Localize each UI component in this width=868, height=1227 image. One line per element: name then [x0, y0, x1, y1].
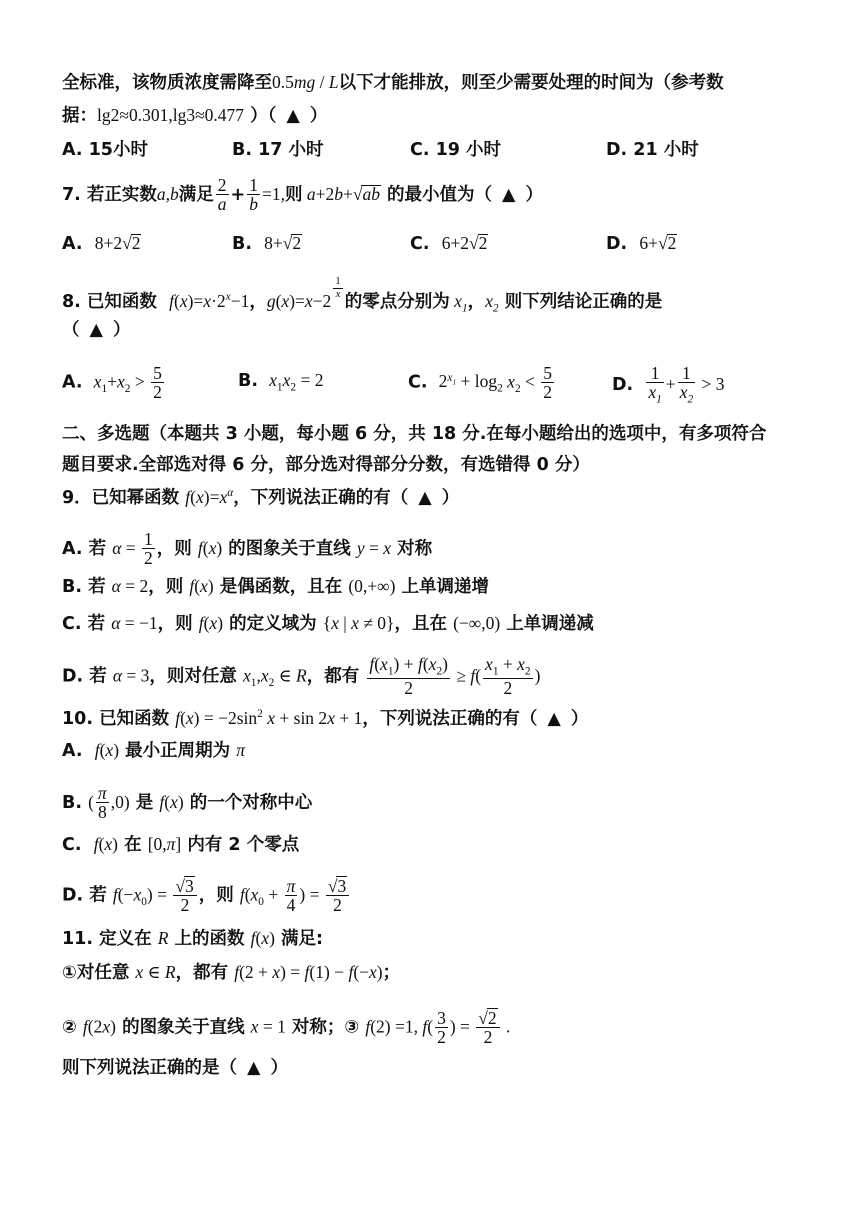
section2-title-line1: 二、多选题（本题共 3 小题，每小题 6 分，共 18 分.在每小题给出的选项中，有多项符合	[62, 424, 767, 444]
q6-line2: 据：lg2≈0.301,lg3≈0.477 ）（ ▲ ）	[62, 105, 328, 126]
q8-stem: 8. 已知函数 $f(x)=x\cdot 2^x-1$，g(x)=x−2 $\frac{1}{x}$ 的零点分别为 $x_1$，$x_2$ 则下列结论正确的是	[62, 275, 663, 315]
q8-stem-tail: （ ▲ ）	[62, 320, 131, 340]
q10-stem: 10. 已知函数 $f(x) = -2\sin^2$ x + sin 2x + 1，下列说法正确的有（ ▲ ）	[62, 707, 589, 729]
q7-option-c[interactable]: C. 6+2√2	[410, 233, 488, 254]
q6-option-a[interactable]: A. 15小时	[62, 140, 148, 160]
q7-stem: 7. 若正实数a,b满足 $\frac{2}{a}$ + $\frac{1}{b}$ =1,则 a+2b+√ab 的最小值为（ ▲ ）	[62, 175, 544, 215]
q10-option-b[interactable]: B. ( $\frac{\pi}{8}$ ,0) 是 f(x) 的一个对称中心	[62, 783, 313, 823]
q9-option-c[interactable]: C. 若 α = −1，则 f(x) 的定义域为 {x | x ≠ 0}，且在 (−∞,0) 上单调递减	[62, 613, 594, 634]
q10-option-a[interactable]: A. f(x) 最小正周期为 π	[62, 740, 245, 761]
q9-option-b[interactable]: B. 若 α = 2，则 f(x) 是偶函数，且在 (0,+∞) 上单调递增	[62, 576, 490, 597]
q11-ask: 则下列说法正确的是（ ▲ ）	[62, 1058, 288, 1078]
section2-title-line2: 题目要求.全部选对得 6 分，部分选对得部分分数，有选错得 0 分）	[62, 455, 590, 475]
q8-option-b[interactable]: B. $x_1x_2 = 2$	[238, 370, 324, 394]
q8-option-d[interactable]: D. $\frac{1}{x_1}$ + $\frac{1}{x_2}$ > 3	[612, 363, 725, 406]
q6-option-d[interactable]: D. 21 小时	[606, 140, 699, 160]
q11-stem: 11. 定义在 R 上的函数 f(x) 满足:	[62, 928, 323, 949]
q6-line1: 全标准，该物质浓度需降至0.5mg / L以下才能排放，则至少需要处理的时间为（参考数	[62, 72, 724, 93]
q11-condition-2-3: ② f(2x) 的图象关于直线 x = 1 对称；③ f(2) =1, f( $\frac{3}{2}$ ) = $\frac{√2}{2}$ .	[62, 1007, 511, 1048]
q9-stem: 9．已知幂函数 $f(x)=x^\alpha$，下列说法正确的有（ ▲ ）	[62, 486, 460, 508]
q7-option-b[interactable]: B. 8+√2	[232, 233, 302, 254]
q9-option-d[interactable]: D. 若 α = 3，则对任意 $x_1,x_2$ ∈ R，都有 $\frac{f(x_1) + f(x_2)}{2}$ ≥ f( $\frac{x_1 + x_2}{2}$ )	[62, 654, 541, 699]
q9-option-a[interactable]: A. 若 α = $\frac{1}{2}$ ，则 f(x) 的图象关于直线 y = x 对称	[62, 529, 433, 569]
q8-option-a[interactable]: A. $x_1+x_2$ > $\frac{5}{2}$	[62, 363, 162, 403]
q6-option-c[interactable]: C. 19 小时	[410, 140, 502, 160]
q7-option-a[interactable]: A. 8+2√2	[62, 233, 141, 254]
q7-option-d[interactable]: D. 6+√2	[606, 233, 677, 254]
q11-condition-1: ①对任意 x ∈ R，都有 f(2 + x) = f(1) − f(−x)；	[62, 962, 401, 983]
q10-option-d[interactable]: D. 若 $f(-x_0)$ = $\frac{√3}{2}$ ，则 $f(x_0$ + $\frac{\pi}{4}$ ) = $\frac{√3}{2}$	[62, 876, 351, 915]
q6-option-b[interactable]: B. 17 小时	[232, 140, 324, 160]
q8-option-c[interactable]: C. $2^{x_1} + \log_2 x_2$ < $\frac{5}{2}$	[408, 363, 553, 403]
q10-option-c[interactable]: C. f(x) 在 [0,π] 内有 2 个零点	[62, 834, 300, 855]
